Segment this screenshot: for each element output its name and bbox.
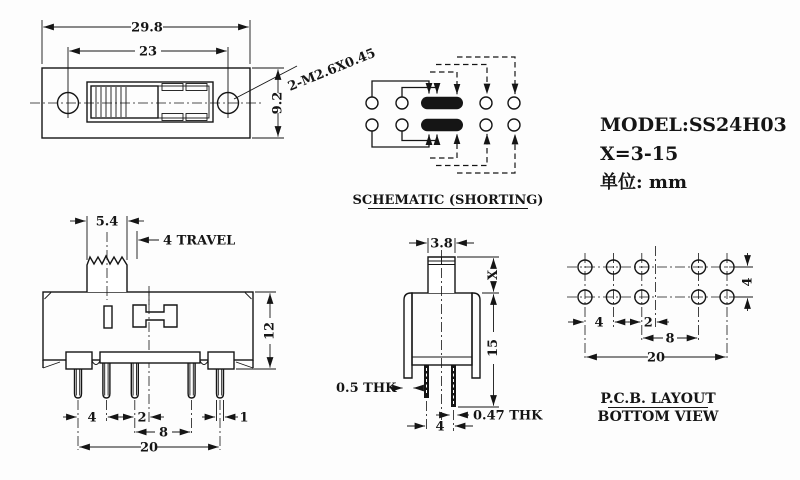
dim-x: X: [486, 269, 501, 281]
dim-body-height: 9.2: [270, 91, 286, 115]
side-view: [336, 237, 543, 435]
pcb-title: P.C.B. LAYOUT: [600, 391, 716, 407]
dim-hole-spacing: 23: [138, 44, 158, 60]
pcb-dim-pitch: 4: [594, 315, 604, 331]
pcb-dim-row-gap: 4: [740, 277, 756, 287]
dim-pin-thk: 0.47 THK: [473, 408, 543, 424]
dim-center-offset: 2: [137, 410, 147, 426]
dim-pin-pitch: 4: [87, 410, 97, 426]
model-number: MODEL:SS24H03: [600, 114, 787, 136]
dim-side-knob-width: 3.8: [430, 236, 453, 252]
front-view: [43, 215, 278, 456]
dim-total-span: 20: [139, 440, 159, 456]
pcb-subtitle: BOTTOM VIEW: [597, 409, 719, 425]
dim-front-height: 12: [262, 321, 278, 341]
info-block: [600, 114, 787, 193]
thread-callout: 2-M2.6X0.45: [285, 45, 378, 95]
dim-total-width: 29.8: [131, 20, 163, 36]
side-pins: [424, 365, 456, 407]
pcb-dim-total: 20: [646, 350, 666, 366]
top-view: [30, 20, 378, 138]
unit-label: 单位: mm: [600, 172, 688, 193]
schematic-title: SCHEMATIC (SHORTING): [352, 193, 544, 208]
dim-side-pin-gap: 4: [435, 419, 445, 435]
pcb-dim-span: 8: [665, 331, 675, 347]
pcb-dim-center: 2: [643, 315, 653, 331]
pcb-holes: [578, 260, 734, 304]
knob-hatch: [96, 87, 126, 117]
schematic-view: [353, 57, 544, 209]
travel-label: 4 TRAVEL: [163, 233, 236, 249]
dim-plate-thk: 0.5 THK: [336, 381, 397, 396]
dim-pin-width: 1: [239, 410, 249, 426]
shorting-contacts: [421, 97, 463, 131]
dim-knob-width: 5.4: [95, 214, 119, 230]
dim-side-height: 15: [486, 338, 501, 358]
pcb-view: [567, 246, 756, 425]
x-range: X=3-15: [600, 143, 679, 165]
dim-span-8: 8: [158, 425, 169, 441]
